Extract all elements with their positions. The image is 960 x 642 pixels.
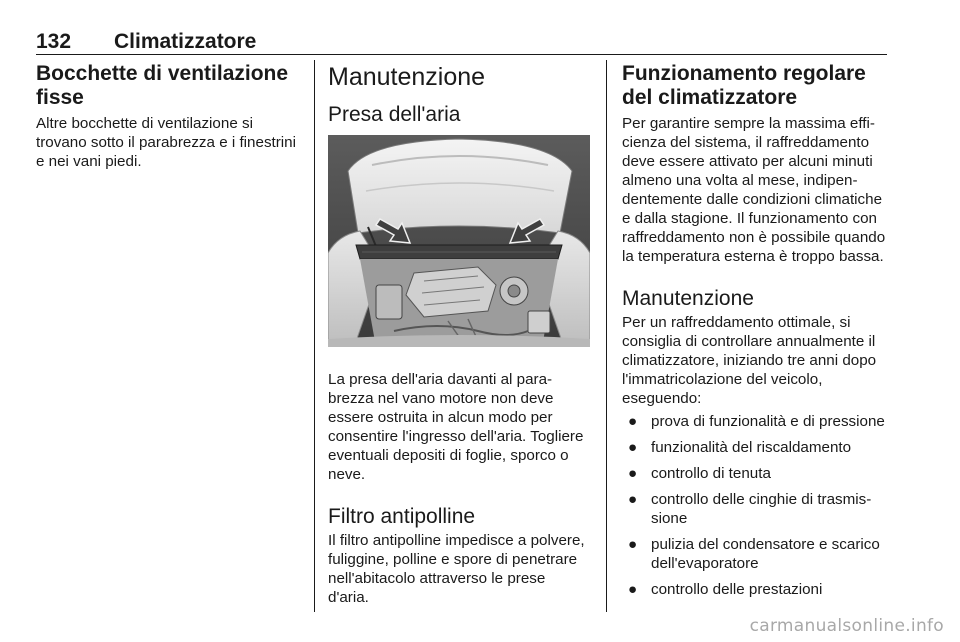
watermark: carmanualsonline.info [749, 616, 944, 636]
regular-operation-text: Per garantire sempre la massima efficienza del sistema, il raffreddamento deve essere attivato per alcuni minuti almeno una volta al mese, indipendentemente dalle condizioni climatiche e dalla stagione. Il funzionamento con raffreddamento non è possibile quando la temperatura esterna è troppo bassa. [622, 115, 886, 265]
list-item: ● pulizia del condensatore e scarico dell'evaporatore [628, 536, 880, 572]
bullet-icon: ● [628, 536, 638, 553]
air-intake-caption: La presa dell'aria davanti al parabrezza nel vano motore non deve essere ostruita in alcun modo per consentire l'ingresso dell'aria. Togliere eventuali depositi di foglie, sporco o neve. [328, 371, 584, 483]
column-divider-2 [606, 60, 607, 612]
list-item: ● funzionalità del riscaldamento [628, 439, 852, 456]
maintenance-subheading: Manutenzione [622, 287, 754, 310]
list-item: ● prova di funzionalità e di pressione [628, 413, 885, 430]
column-3 [622, 62, 888, 606]
column-divider-1 [314, 60, 315, 612]
maintenance-title: Manutenzione [328, 63, 486, 91]
bullet-icon: ● [628, 581, 638, 598]
maintenance-text: Per un raffreddamento ottimale, si consiglia di controllare annualmente il climatizzatore, iniziando tre anni dopo l'immatricolazione del veicolo, eseguendo: [622, 314, 877, 407]
engine-bay-illustration [328, 135, 590, 347]
list-item: ● controllo delle cinghie di trasmissione [628, 491, 872, 527]
bullet-icon: ● [628, 465, 638, 482]
pollen-filter-text: Il filtro antipolline impedisce a polvere, fuliggine, polline e spore di penetrare nell'abitacolo attraverso le prese d'aria. [328, 532, 585, 606]
bullet-icon: ● [628, 491, 638, 508]
fixed-vents-heading: Bocchette di ventilazione fisse [36, 62, 289, 109]
list-item: ● controllo di tenuta [628, 465, 771, 482]
list-item: ● controllo delle prestazioni [628, 581, 823, 598]
column-1 [36, 62, 296, 171]
maintenance-list [622, 412, 888, 599]
page-number: 132 [36, 30, 72, 53]
bullet-icon: ● [628, 439, 638, 456]
page-header [36, 30, 886, 53]
bullet-icon: ● [628, 413, 638, 430]
air-intake-heading: Presa dell'aria [328, 103, 461, 126]
column-2 [328, 62, 590, 607]
fixed-vents-text: Altre bocchette di ventilazione si trovano sotto il parabrezza e i finestrini e nei vani piedi. [36, 115, 297, 170]
header-rule [36, 54, 887, 55]
regular-operation-heading: Funzionamento regolare del climatizzatore [622, 62, 866, 109]
chapter-title: Climatizzatore [114, 30, 257, 53]
pollen-filter-heading: Filtro antipolline [328, 505, 476, 528]
